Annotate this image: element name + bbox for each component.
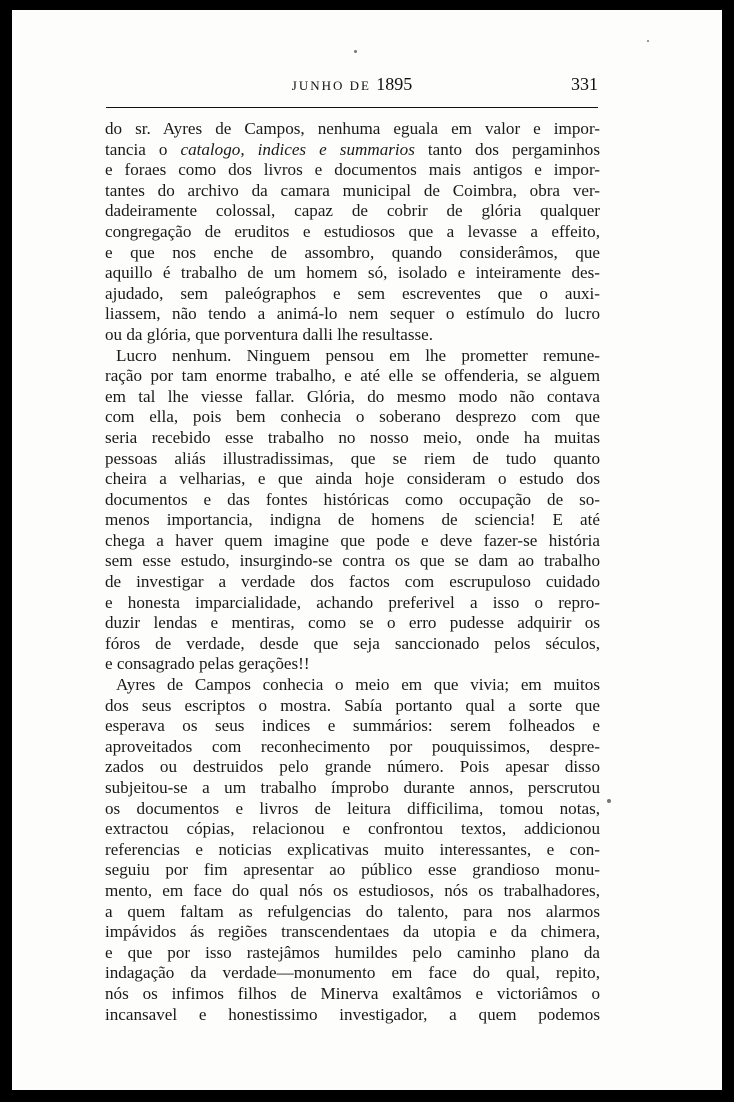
text-line: menos importancia, indigna de homens de sciencia! E até bbox=[105, 510, 600, 530]
paragraph-1 bbox=[105, 119, 600, 346]
text-line: aquillo é trabalho de um homem só, isolado e inteiramente des- bbox=[105, 263, 600, 283]
text-line: mento, em face do qual nós os estudiosos, nós os trabalhadores, bbox=[105, 880, 600, 900]
text-line: a quem faltam as refulgencias do talento, para nos alarmos bbox=[105, 901, 600, 921]
text-span: tanto dos pergaminhos bbox=[414, 139, 600, 159]
text-line: referencias e noticias explicativas muito interessantes, e con- bbox=[105, 839, 600, 859]
text-line: nós os infimos filhos de Minerva exaltâmos e victoriâmos o bbox=[105, 983, 600, 1003]
text-line: e consagrado pelas gerações!! bbox=[105, 654, 310, 674]
page-number: 331 bbox=[571, 74, 598, 94]
text-span: tancia o bbox=[105, 139, 181, 159]
text-line: impávidos ás regiões transcendentaes da utopia e da chimera, bbox=[105, 922, 600, 942]
header-year: 1895 bbox=[376, 74, 413, 94]
header-rule bbox=[106, 107, 598, 108]
text-line: dadeiramente colossal, capaz de cobrir de glória qualquer bbox=[105, 201, 600, 221]
text-line: em tal lhe viesse fallar. Glória, do mesmo modo não contava bbox=[105, 386, 600, 406]
text-line: zados ou destruidos pelo grande número. Pois apesar disso bbox=[105, 757, 600, 777]
text-line: fóros de verdade, desde que seja sanccionado pelos séculos, bbox=[105, 633, 600, 653]
text-line: com ella, pois bem conhecia o soberano desprezo com que bbox=[105, 407, 600, 427]
text-line: pessoas aliás illustradissimas, que se riem de tudo quanto bbox=[105, 448, 600, 468]
text-line: indagação da verdade—monumento em face do qual, repito, bbox=[105, 963, 600, 983]
text-line: e que nos enche de assombro, quando considerâmos, que bbox=[105, 242, 600, 262]
text-line: Lucro nenhum. Ninguem pensou em lhe prometter remune- bbox=[116, 345, 600, 365]
running-header bbox=[106, 74, 598, 96]
text-line: ajudado, sem paleógraphos e sem escreventes que o auxi- bbox=[105, 283, 600, 303]
text-line: e foraes como dos livros e documentos mais antigos e impor- bbox=[105, 160, 600, 180]
text-line: tantes do archivo da camara municipal de Coimbra, obra ver- bbox=[105, 180, 600, 200]
paragraph-3 bbox=[105, 675, 600, 1025]
text-line: liassem, não tendo a animá-lo nem sequer o estímulo do lucro bbox=[105, 304, 600, 324]
text-line: e que por isso rastejâmos humildes pelo caminho plano da bbox=[105, 942, 600, 962]
body-text bbox=[105, 119, 600, 1025]
header-month: JUNHO DE bbox=[291, 78, 371, 93]
text-line: do sr. Ayres de Campos, nenhuma eguala em valor e impor- bbox=[105, 119, 600, 138]
header-date bbox=[106, 74, 598, 95]
text-line: de investigar a verdade dos factos com escrupuloso cuidado bbox=[105, 572, 600, 592]
text-line: incansavel e honestissimo investigador, a quem podemos bbox=[105, 1004, 600, 1024]
text-line: ração por tam enorme trabalho, e até elle se offenderia, se alguem bbox=[105, 366, 600, 386]
text-line: duzir lendas e mentiras, como se o erro pudesse adquirir os bbox=[105, 613, 600, 633]
text-line: os documentos e livros de leitura difficilima, tomou notas, bbox=[105, 798, 600, 818]
text-line: sem esse estudo, insurgindo-se contra os que se dam ao trabalho bbox=[105, 551, 600, 571]
text-line: cheira a velharias, e que ainda hoje consideram o estudo dos bbox=[105, 469, 600, 489]
text-line: documentos e das fontes históricas como occupação de so- bbox=[105, 489, 600, 509]
text-line: seria recebido esse trabalho no nosso meio, onde ha muitas bbox=[105, 427, 600, 447]
text-line: chega a haver quem imagine que pode e deve fazer-se história bbox=[105, 530, 600, 550]
paper-speck bbox=[647, 40, 649, 42]
text-line bbox=[105, 140, 600, 161]
paragraph-2 bbox=[105, 346, 600, 676]
text-line: extractou cópias, relacionou e confrontou textos, addicionou bbox=[105, 819, 600, 839]
text-line: aproveitados com reconhecimento por pouquissimos, despre- bbox=[105, 736, 600, 756]
text-line: subjeitou-se a um trabalho ímprobo durante annos, perscrutou bbox=[105, 778, 600, 797]
paper-speck bbox=[607, 799, 611, 803]
text-line: ou da glória, que porventura dalli lhe resultasse. bbox=[105, 324, 434, 344]
text-line: seguiu por fim apresentar ao público esse grandioso monu- bbox=[105, 860, 600, 880]
text-line: esperava os seus indices e summários: serem folheados e bbox=[105, 716, 600, 736]
paper-speck bbox=[354, 50, 357, 53]
text-line: Ayres de Campos conhecia o meio em que vivia; em muitos bbox=[116, 675, 600, 695]
text-line: dos seus escriptos o mostra. Sabía portanto qual a sorte que bbox=[105, 695, 600, 715]
catalog-title-italic: catalogo, indices e summarios bbox=[180, 139, 415, 159]
text-line: e honesta imparcialidade, achando preferivel a isso o repro- bbox=[105, 592, 600, 612]
text-line: congregação de eruditos e estudiosos que a levasse a effeito, bbox=[105, 221, 600, 241]
